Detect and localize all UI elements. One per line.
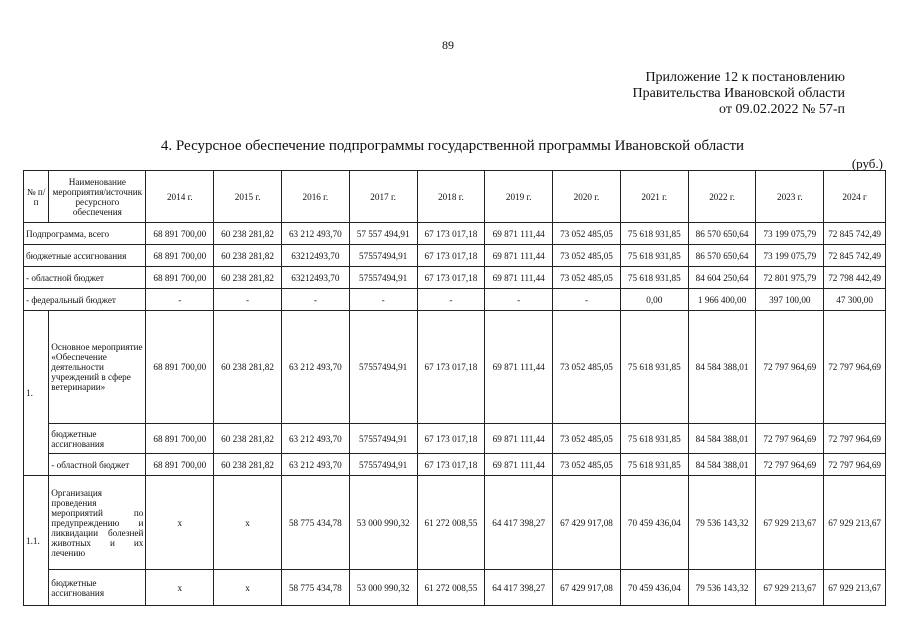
table-cell-value: 69 871 111,44: [485, 245, 553, 267]
appendix-line-3: от 09.02.2022 № 57-п: [719, 102, 845, 117]
table-cell-value: 53 000 990,32: [349, 570, 417, 606]
table-cell-value: 75 618 931,85: [620, 245, 688, 267]
table-cell-value: 64 417 398,27: [485, 570, 553, 606]
table-cell-value: -: [553, 289, 621, 311]
header-num: № п/п: [24, 171, 49, 223]
table-cell-value: 67 173 017,18: [417, 245, 485, 267]
table-cell-value: 67 173 017,18: [417, 267, 485, 289]
table-cell-value: 84 584 388,01: [688, 424, 756, 454]
table-cell-value: -: [417, 289, 485, 311]
table-cell-value: 69 871 111,44: [485, 267, 553, 289]
row-label: - областной бюджет: [24, 267, 146, 289]
page-number: 89: [442, 38, 454, 52]
header-year: 2021 г.: [620, 171, 688, 223]
table-cell-value: 60 238 281,82: [214, 424, 282, 454]
table-cell-value: 57557494,91: [349, 245, 417, 267]
table-cell-value: 67 929 213,67: [824, 570, 886, 606]
table-cell-value: 57557494,91: [349, 454, 417, 476]
table-cell-value: 72 797 964,69: [824, 454, 886, 476]
table-cell-value: 57557494,91: [349, 311, 417, 424]
table-cell-value: 57557494,91: [349, 424, 417, 454]
table-cell-value: 75 618 931,85: [620, 223, 688, 245]
table-cell-value: 67 173 017,18: [417, 454, 485, 476]
table-cell-value: 67 429 917,08: [553, 476, 621, 570]
header-year: 2016 г.: [281, 171, 349, 223]
table-cell-value: 84 584 388,01: [688, 311, 756, 424]
table-cell-value: 84 604 250,64: [688, 267, 756, 289]
table-cell-value: х: [146, 570, 214, 606]
table-cell-value: 61 272 008,55: [417, 570, 485, 606]
header-year: 2015 г.: [214, 171, 282, 223]
table-cell-value: 72 797 964,69: [824, 311, 886, 424]
table-cell-value: 68 891 700,00: [146, 311, 214, 424]
table-cell-value: 60 238 281,82: [214, 454, 282, 476]
table-cell-value: 75 618 931,85: [620, 267, 688, 289]
header-year: 2018 г.: [417, 171, 485, 223]
table-cell-value: 67 929 213,67: [756, 570, 824, 606]
section-row: [24, 476, 886, 570]
table-cell-value: 67 173 017,18: [417, 311, 485, 424]
table-cell-value: 63212493,70: [281, 267, 349, 289]
table-cell-value: 72 798 442,49: [824, 267, 886, 289]
table-cell-value: 47 300,00: [824, 289, 886, 311]
document-title: 4. Ресурсное обеспечение подпрограммы государственной программы Ивановской области: [160, 138, 745, 154]
subsection-row: [24, 570, 886, 606]
resource-table: [23, 170, 886, 606]
table-cell-value: 73 052 485,05: [553, 245, 621, 267]
table-cell-value: 73 052 485,05: [553, 311, 621, 424]
table-cell-value: 79 536 143,32: [688, 570, 756, 606]
header-year: 2014 г.: [146, 171, 214, 223]
table-cell-value: 73 052 485,05: [553, 267, 621, 289]
table-cell-value: -: [146, 289, 214, 311]
table-cell-value: 61 272 008,55: [417, 476, 485, 570]
table-cell-value: 68 891 700,00: [146, 424, 214, 454]
header-name: Наименование мероприятия/источник ресурсного обеспечения: [49, 171, 146, 223]
table-cell-value: 70 459 436,04: [620, 570, 688, 606]
table-cell-value: 72 797 964,69: [824, 424, 886, 454]
table-cell-value: -: [281, 289, 349, 311]
table-cell-value: 60 238 281,82: [214, 223, 282, 245]
table-cell-value: 75 618 931,85: [620, 454, 688, 476]
table-cell-value: 63 212 493,70: [281, 223, 349, 245]
table-cell-value: -: [349, 289, 417, 311]
table-cell-value: х: [146, 476, 214, 570]
table-cell-value: 75 618 931,85: [620, 424, 688, 454]
table-cell-value: 68 891 700,00: [146, 454, 214, 476]
table-cell-value: 72 797 964,69: [756, 424, 824, 454]
table-cell-value: 73 199 075,79: [756, 245, 824, 267]
table-cell-value: 397 100,00: [756, 289, 824, 311]
row-label: бюджетные ассигнования: [49, 570, 146, 606]
header-year: 2023 г.: [756, 171, 824, 223]
currency-unit: (руб.): [851, 156, 883, 171]
subsection-row: [24, 424, 886, 454]
table-cell-value: 70 459 436,04: [620, 476, 688, 570]
table-cell-value: 68 891 700,00: [146, 267, 214, 289]
summary-row: [24, 223, 886, 245]
table-cell-value: 86 570 650,64: [688, 223, 756, 245]
table-cell-value: 60 238 281,82: [214, 267, 282, 289]
appendix-line-2: Правительства Ивановской области: [632, 86, 845, 101]
header-year: 2022 г.: [688, 171, 756, 223]
table-cell-value: 69 871 111,44: [485, 311, 553, 424]
table-cell-value: 73 052 485,05: [553, 424, 621, 454]
table-cell-value: 73 199 075,79: [756, 223, 824, 245]
table-cell-value: х: [214, 570, 282, 606]
table-cell-value: 60 238 281,82: [214, 311, 282, 424]
table-cell-value: 67 429 917,08: [553, 570, 621, 606]
table-cell-value: 68 891 700,00: [146, 223, 214, 245]
table-cell-value: 84 584 388,01: [688, 454, 756, 476]
table-cell-value: 58 775 434,78: [281, 570, 349, 606]
table-cell-value: 67 929 213,67: [824, 476, 886, 570]
header-row: [24, 171, 886, 223]
table-cell-value: 72 797 964,69: [756, 454, 824, 476]
table-cell-value: 75 618 931,85: [620, 311, 688, 424]
table-cell-value: 63 212 493,70: [281, 424, 349, 454]
measure-name: Организация проведения мероприятий по предупреждению и ликвидации болезней животных и их лечению: [49, 476, 146, 570]
table-cell-value: 63 212 493,70: [281, 311, 349, 424]
measure-name: Основное мероприятие «Обеспечение деятельности учреждений в сфере ветеринарии»: [49, 311, 146, 424]
table-cell-value: 67 173 017,18: [417, 223, 485, 245]
row-label: - федеральный бюджет: [24, 289, 146, 311]
table-cell-value: 69 871 111,44: [485, 424, 553, 454]
section-row: [24, 311, 886, 424]
appendix-line-1: Приложение 12 к постановлению: [645, 70, 845, 85]
table-cell-value: -: [485, 289, 553, 311]
table-cell-value: 67 929 213,67: [756, 476, 824, 570]
row-index: 1.: [24, 311, 49, 476]
table-cell-value: 0,00: [620, 289, 688, 311]
table-cell-value: 58 775 434,78: [281, 476, 349, 570]
table-cell-value: 68 891 700,00: [146, 245, 214, 267]
summary-row: [24, 289, 886, 311]
table-cell-value: 57 557 494,91: [349, 223, 417, 245]
table-cell-value: 72 797 964,69: [756, 311, 824, 424]
table-cell-value: 72 845 742,49: [824, 223, 886, 245]
row-label: бюджетные ассигнования: [24, 245, 146, 267]
row-label: Подпрограмма, всего: [24, 223, 146, 245]
table-cell-value: 69 871 111,44: [485, 223, 553, 245]
header-year: 2017 г.: [349, 171, 417, 223]
summary-row: [24, 267, 886, 289]
table-cell-value: 79 536 143,32: [688, 476, 756, 570]
table-cell-value: 57557494,91: [349, 267, 417, 289]
summary-row: [24, 245, 886, 267]
header-year: 2024 г: [824, 171, 886, 223]
subsection-row: [24, 454, 886, 476]
header-year: 2020 г.: [553, 171, 621, 223]
table-cell-value: 69 871 111,44: [485, 454, 553, 476]
table-cell-value: 72 801 975,79: [756, 267, 824, 289]
table-cell-value: -: [214, 289, 282, 311]
header-year: 2019 г.: [485, 171, 553, 223]
row-label: бюджетные ассигнования: [49, 424, 146, 454]
row-label: - областной бюджет: [49, 454, 146, 476]
table-cell-value: 63212493,70: [281, 245, 349, 267]
table-cell-value: 1 966 400,00: [688, 289, 756, 311]
table-cell-value: 73 052 485,05: [553, 454, 621, 476]
table-cell-value: х: [214, 476, 282, 570]
table-cell-value: 60 238 281,82: [214, 245, 282, 267]
table-cell-value: 86 570 650,64: [688, 245, 756, 267]
table-cell-value: 73 052 485,05: [553, 223, 621, 245]
table-cell-value: 63 212 493,70: [281, 454, 349, 476]
table-cell-value: 53 000 990,32: [349, 476, 417, 570]
table-cell-value: 64 417 398,27: [485, 476, 553, 570]
table-cell-value: 72 845 742,49: [824, 245, 886, 267]
row-index: 1.1.: [24, 476, 49, 606]
table-cell-value: 67 173 017,18: [417, 424, 485, 454]
appendix-block: [633, 70, 845, 118]
